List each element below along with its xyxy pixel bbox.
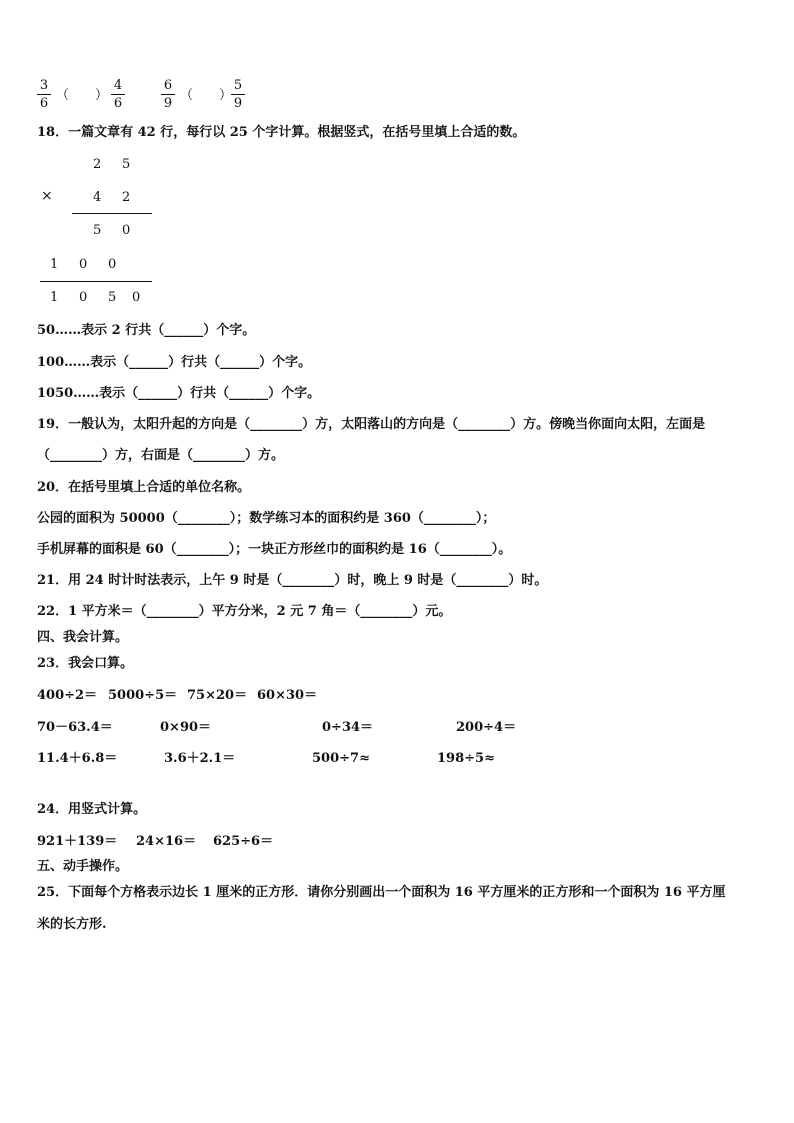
q24-title: 24．用竖式计算。 bbox=[37, 802, 147, 817]
q18-line-100: 100……表示（______）行共（______）个字。 bbox=[37, 355, 312, 370]
fraction-bar bbox=[111, 94, 125, 95]
digit: 5 bbox=[93, 223, 102, 238]
digit: 0 bbox=[122, 223, 131, 238]
digit: 1 bbox=[50, 290, 59, 305]
digit: 0 bbox=[79, 257, 88, 272]
q25-line-1: 25．下面每个方格表示边长 1 厘米的正方形．请你分别画出一个面积为 16 平方厘米的正方形和一个面积为 16 平方厘 bbox=[37, 885, 726, 900]
fraction-bar bbox=[37, 94, 51, 95]
fraction-4-6 bbox=[111, 78, 125, 111]
fraction-denominator: 9 bbox=[233, 96, 243, 111]
q19-line-1: 19．一般认为，太阳升起的方向是（________）方，太阳落山的方向是（________）方。傍晚当你面向太阳，左面是 bbox=[37, 417, 706, 432]
q23-item: 11.4＋6.8＝ bbox=[37, 751, 118, 766]
q23-item: 60×30＝ bbox=[257, 688, 318, 703]
q24-item: 625÷6＝ bbox=[213, 834, 274, 849]
digit: 1 bbox=[50, 257, 59, 272]
q20-line-2: 手机屏幕的面积是 60（________）；一块正方形丝巾的面积约是 16（________）。 bbox=[37, 542, 512, 557]
section-4-heading: 四、我会计算。 bbox=[37, 630, 129, 645]
fraction-bar bbox=[231, 94, 245, 95]
q23-title: 23．我会口算。 bbox=[37, 656, 134, 671]
q23-item: 500÷7≈ bbox=[312, 751, 370, 766]
compare-blank-2[interactable]: （ ） bbox=[180, 88, 233, 103]
q23-item: 400÷2＝ bbox=[37, 688, 98, 703]
q22-text: 22．1 平方米＝（________）平方分米，2 元 7 角＝（________）元。 bbox=[37, 604, 452, 619]
fraction-5-9 bbox=[231, 78, 245, 111]
q18-line-50: 50……表示 2 行共（______）个字。 bbox=[37, 323, 256, 338]
q23-item: 5000÷5＝ bbox=[108, 688, 178, 703]
q23-item: 0×90＝ bbox=[160, 720, 212, 735]
q20-line-1: 公园的面积为 50000（________）；数学练习本的面积约是 360（________）； bbox=[37, 511, 496, 526]
fraction-denominator: 6 bbox=[39, 96, 49, 111]
fraction-3-6 bbox=[37, 78, 51, 111]
times-sign: × bbox=[41, 188, 53, 204]
q24-item: 921＋139＝ bbox=[37, 834, 118, 849]
digit: 4 bbox=[93, 190, 102, 205]
fraction-denominator: 6 bbox=[113, 96, 123, 111]
fraction-numerator: 6 bbox=[163, 78, 173, 93]
q25-line-2: 米的长方形. bbox=[37, 917, 107, 932]
q19-line-2: （________）方，右面是（________）方。 bbox=[37, 448, 285, 463]
section-5-heading: 五、动手操作。 bbox=[37, 859, 129, 874]
q23-item: 0÷34＝ bbox=[322, 720, 374, 735]
q23-item: 200÷4＝ bbox=[456, 720, 517, 735]
q18-text: 18．一篇文章有 42 行，每行以 25 个字计算。根据竖式，在括号里填上合适的数。 bbox=[37, 125, 526, 140]
q24-item: 24×16＝ bbox=[136, 834, 197, 849]
q23-item: 3.6＋2.1＝ bbox=[164, 751, 236, 766]
fraction-6-9 bbox=[161, 78, 175, 111]
fraction-bar bbox=[161, 94, 175, 95]
digit: 5 bbox=[122, 157, 131, 172]
vertical-rule-1 bbox=[72, 213, 152, 214]
fraction-numerator: 4 bbox=[113, 78, 123, 93]
digit: 0 bbox=[108, 257, 117, 272]
compare-blank-1[interactable]: （ ） bbox=[56, 88, 109, 103]
vertical-rule-2 bbox=[40, 281, 152, 282]
q20-title: 20．在括号里填上合适的单位名称。 bbox=[37, 480, 251, 495]
fraction-numerator: 3 bbox=[39, 78, 49, 93]
q23-item: 70－63.4＝ bbox=[37, 720, 113, 735]
fraction-denominator: 9 bbox=[163, 96, 173, 111]
digit: 0 bbox=[79, 290, 88, 305]
q23-item: 75×20＝ bbox=[187, 688, 248, 703]
digit: 5 bbox=[108, 290, 117, 305]
digit: 0 bbox=[132, 290, 141, 305]
digit: 2 bbox=[122, 190, 131, 205]
q21-text: 21．用 24 时计时法表示，上午 9 时是（________）时，晚上 9 时是（________）时。 bbox=[37, 573, 548, 588]
q18-line-1050: 1050……表示（______）行共（______）个字。 bbox=[37, 386, 321, 401]
q23-item: 198÷5≈ bbox=[437, 751, 495, 766]
digit: 2 bbox=[93, 157, 102, 172]
fraction-numerator: 5 bbox=[233, 78, 243, 93]
